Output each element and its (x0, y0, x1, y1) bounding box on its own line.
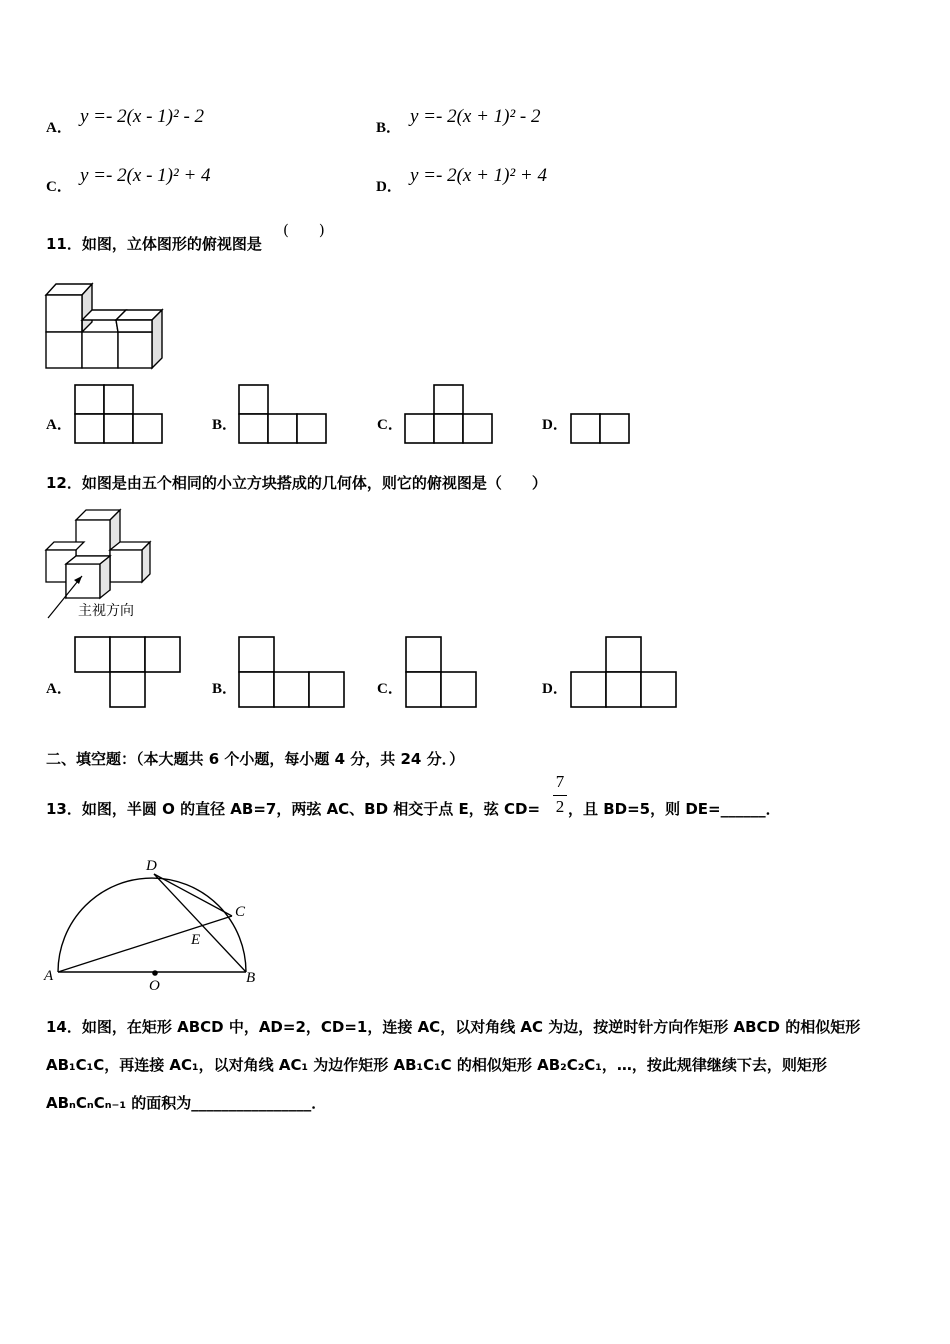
q12-stem: 12．如图是由五个相同的小立方块搭成的几何体，则它的俯视图是（ ） (46, 474, 547, 492)
q11-option-c-label: C． (377, 417, 403, 433)
point-c-label: C (235, 904, 246, 920)
q12-option-b-grid (238, 636, 348, 710)
option-c-label: C． (46, 179, 72, 195)
q12-option-a-grid (74, 636, 184, 710)
q11-solid-figure (44, 282, 174, 374)
q13-frac-denominator: 2 (555, 797, 565, 816)
q11-answer-paren: ( ) (283, 221, 325, 239)
q14-line-1: 14．如图，在矩形 ABCD 中，AD=2，CD=1，连接 AC，以对角线 AC 为边，按逆时针方向作矩形 ABCD 的相似矩形 (46, 1018, 861, 1036)
q13-stem-after: ，且 BD=5，则 DE=______． (568, 800, 781, 818)
point-a-label: A (44, 968, 54, 984)
q11-option-c-grid (404, 384, 496, 446)
q11-option-a-label: A． (46, 417, 72, 433)
view-direction-label: 主视方向 (78, 603, 134, 619)
q12-option-b-label: B． (212, 681, 238, 697)
option-d-label: D． (376, 179, 402, 195)
option-a-formula: y =- 2(x - 1)² - 2 (80, 106, 205, 127)
q13-semicircle-figure (44, 856, 264, 996)
q11-option-b-label: B． (212, 417, 238, 433)
point-b-label: B (246, 970, 256, 986)
option-b-label: B． (376, 120, 402, 136)
option-b-formula: y =- 2(x + 1)² - 2 (410, 106, 541, 127)
q14-line-3: ABₙCₙCₙ₋₁ 的面积为________________． (46, 1094, 327, 1112)
q12-option-c-grid (405, 636, 481, 710)
point-o-label: O (149, 978, 160, 994)
q14-line-2: AB₁C₁C，再连接 AC₁，以对角线 AC₁ 为边作矩形 AB₁C₁C 的相似矩形 AB₂C₂C₁，…，按此规律继续下去，则矩形 (46, 1056, 827, 1074)
point-d-label: D (146, 858, 157, 874)
q12-option-d-label: D． (542, 681, 568, 697)
q13-frac-bar (553, 795, 567, 796)
q11-option-d-grid (570, 413, 634, 447)
q12-option-d-grid (570, 636, 680, 710)
q12-option-c-label: C． (377, 681, 403, 697)
q13-stem-before: 13．如图，半圆 O 的直径 AB=7，两弦 AC、BD 相交于点 E，弦 CD= (46, 800, 541, 818)
point-e-label: E (191, 932, 201, 948)
option-d-formula: y =- 2(x + 1)² + 4 (410, 165, 548, 186)
q11-stem: 11．如图，立体图形的俯视图是 (46, 235, 262, 253)
q11-option-a-grid (74, 384, 164, 446)
option-c-formula: y =- 2(x - 1)² + 4 (80, 165, 211, 186)
q11-option-b-grid (238, 384, 330, 446)
q12-option-a-label: A． (46, 681, 72, 697)
q11-option-d-label: D． (542, 417, 568, 433)
q13-frac-numerator: 7 (555, 772, 565, 791)
option-a-label: A． (46, 120, 72, 136)
section-heading: 二、填空题：（本大题共 6 个小题，每小题 4 分，共 24 分．） (46, 750, 465, 768)
